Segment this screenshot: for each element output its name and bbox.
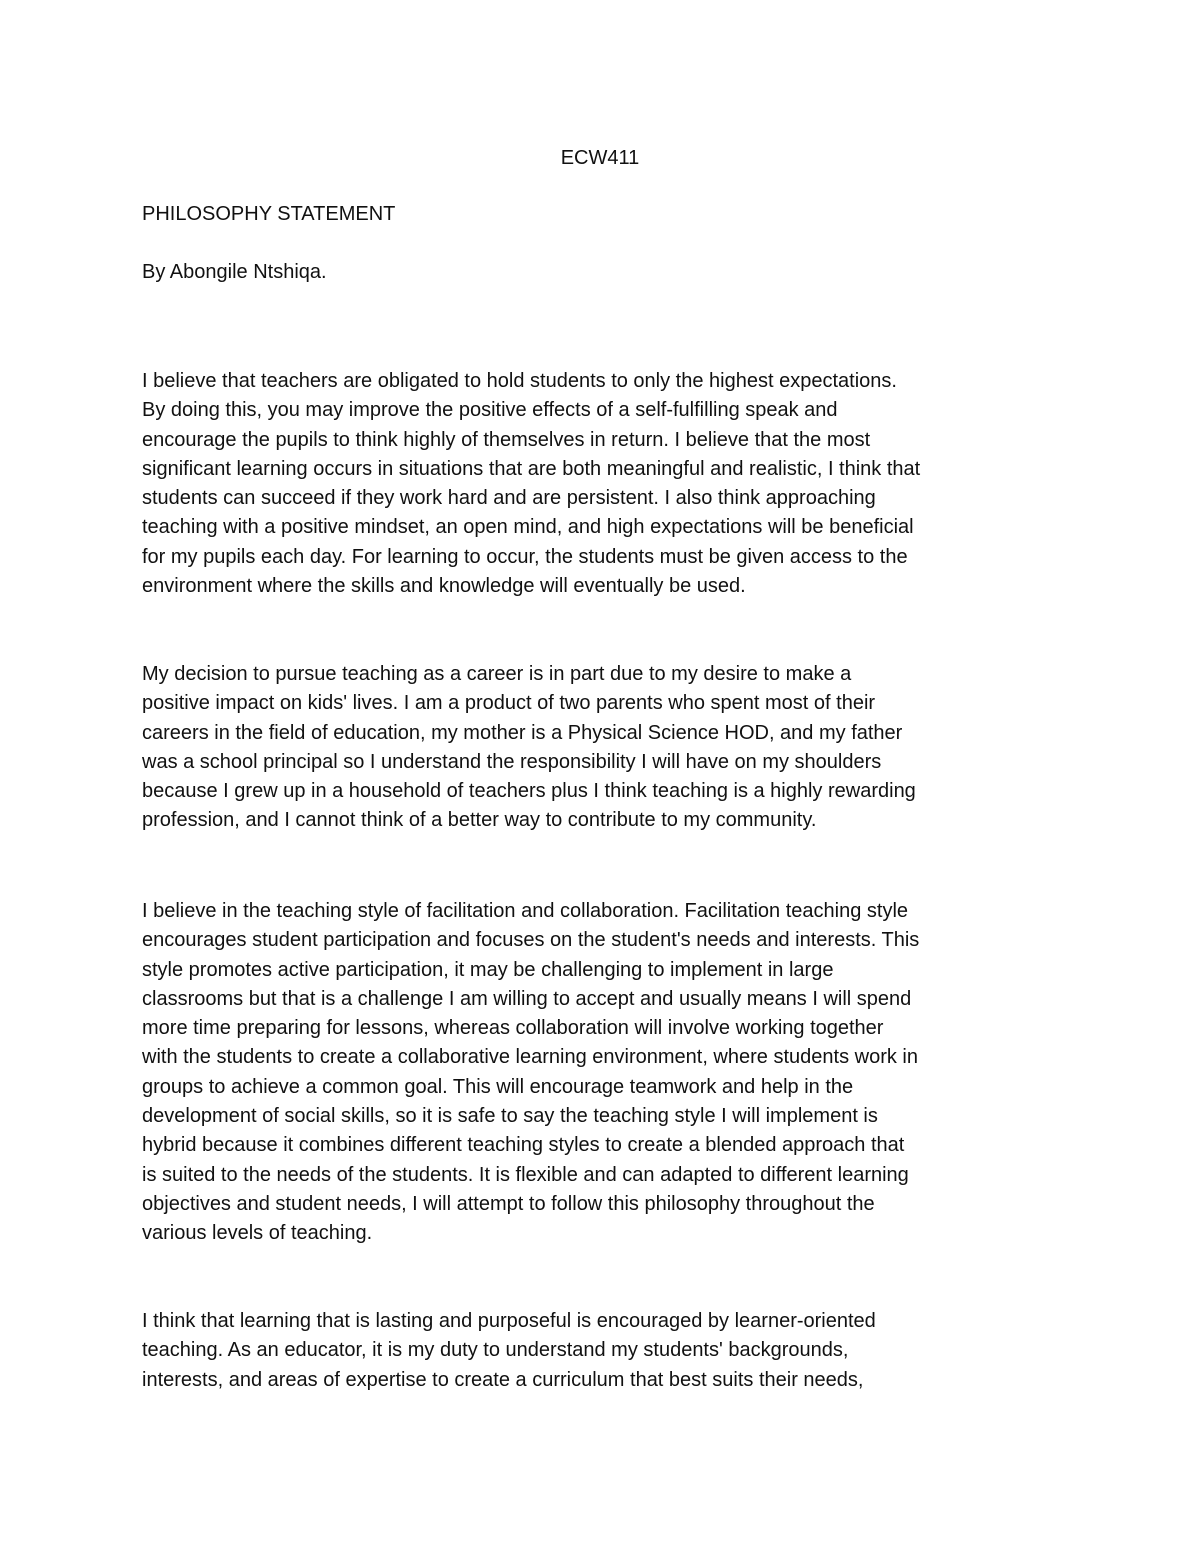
paragraph-1	[142, 367, 1062, 601]
paragraph-line: development of social skills, so it is safe to say the teaching style I will implement is	[142, 1105, 878, 1128]
paragraph-line: interests, and areas of expertise to create a curriculum that best suits their needs,	[142, 1368, 864, 1391]
document-title: PHILOSOPHY STATEMENT	[142, 203, 396, 225]
paragraph-line: hybrid because it combines different teaching styles to create a blended approach that	[142, 1134, 905, 1157]
paragraph-line: environment where the skills and knowledge will eventually be used.	[142, 575, 746, 598]
paragraph-line: with the students to create a collaborative learning environment, where students work in	[142, 1046, 918, 1069]
paragraph-line: because I grew up in a household of teachers plus I think teaching is a highly rewarding	[142, 780, 916, 803]
paragraph-line: for my pupils each day. For learning to occur, the students must be given access to the	[142, 545, 908, 568]
paragraph-3	[142, 897, 1062, 1249]
paragraph-2	[142, 660, 1062, 836]
paragraph-line: was a school principal so I understand the responsibility I will have on my shoulders	[142, 750, 882, 773]
paragraph-line: significant learning occurs in situations that are both meaningful and realistic, I think that	[142, 457, 921, 480]
paragraph-line: I believe in the teaching style of facilitation and collaboration. Facilitation teaching style	[142, 900, 909, 922]
paragraph-line: By doing this, you may improve the positive effects of a self-fulfilling speak and	[142, 399, 838, 422]
paragraph-line: is suited to the needs of the students. It is flexible and can adapted to different learning	[142, 1163, 909, 1186]
paragraph-line: My decision to pursue teaching as a career is in part due to my desire to make a	[142, 663, 852, 685]
paragraph-line: more time preparing for lessons, whereas collaboration will involve working together	[142, 1017, 884, 1040]
paragraph-line: teaching. As an educator, it is my duty to understand my students' backgrounds,	[142, 1339, 849, 1362]
paragraph-line: careers in the field of education, my mother is a Physical Science HOD, and my father	[142, 721, 903, 744]
paragraph-line: teaching with a positive mindset, an open mind, and high expectations will be beneficial	[142, 516, 914, 539]
paragraph-line: groups to achieve a common goal. This will encourage teamwork and help in the	[142, 1075, 854, 1098]
paragraph-line: style promotes active participation, it may be challenging to implement in large	[142, 958, 834, 981]
paragraph-line: profession, and I cannot think of a better way to contribute to my community.	[142, 809, 817, 832]
paragraph-line: positive impact on kids' lives. I am a product of two parents who spent most of their	[142, 692, 876, 715]
paragraph-line: classrooms but that is a challenge I am willing to accept and usually means I will spend	[142, 987, 912, 1010]
paragraph-line: students can succeed if they work hard and are persistent. I also think approaching	[142, 487, 876, 510]
paragraph-line: various levels of teaching.	[142, 1222, 373, 1245]
paragraph-line: I believe that teachers are obligated to hold students to only the highest expectations.	[142, 370, 897, 392]
paragraph-line: encourage the pupils to think highly of themselves in return. I believe that the most	[142, 428, 871, 451]
paragraph-line: encourages student participation and focuses on the student's needs and interests. This	[142, 929, 920, 952]
paragraph-4	[142, 1307, 1062, 1395]
paragraph-line: I think that learning that is lasting and purposeful is encouraged by learner-oriented	[142, 1310, 876, 1332]
course-code: ECW411	[560, 147, 640, 169]
author-line: By Abongile Ntshiqa.	[142, 261, 327, 283]
paragraph-line: objectives and student needs, I will attempt to follow this philosophy throughout the	[142, 1192, 875, 1215]
